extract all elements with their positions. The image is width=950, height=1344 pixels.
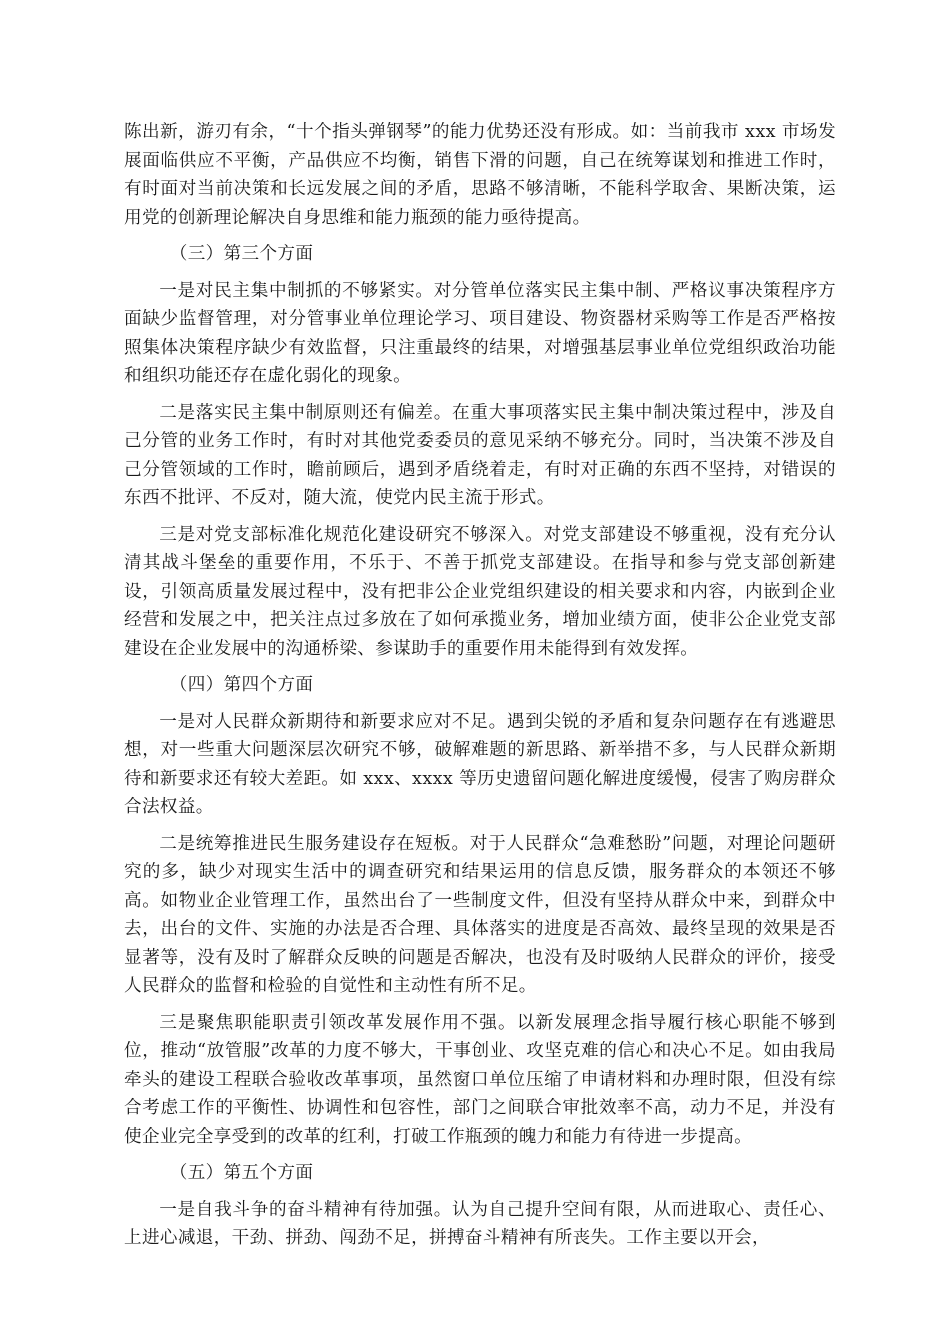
section-heading-4: （四）第四个方面	[169, 675, 314, 695]
section-3-paragraph-2: 二是落实民主集中制原则还有偏差。在重大事项落实民主集中制决策过程中，涉及自己分管的业务工作时，有时对其他党委委员的意见采纳不够充分。同时，当决策不涉及自己分管领域的工作时，瞻前顾后，遇到矛盾绕着走，有时对正确的东西不坚持，对错误的东西不批评、不反对，随大流，使党内民主流于形式。	[124, 402, 836, 508]
continuation-paragraph: 陈出新，游刃有余，“十个指头弹钢琴”的能力优势还没有形成。如：当前我市 xxx 市场发展面临供应不平衡，产品供应不均衡，销售下滑的问题，自己在统筹谋划和推进工作时，有时面对当前决策和长远发展之间的矛盾，思路不够清晰，不能科学取舍、果断决策，运用党的创新理论解决自身思维和能力瓶颈的能力亟待提高。	[124, 122, 836, 228]
section-4-paragraph-3: 三是聚焦职能职责引领改革发展作用不强。以新发展理念指导履行核心职能不够到位，推动“放管服”改革的力度不够大，干事创业、攻坚克难的信心和决心不足。如由我局牵头的建设工程联合验收改革事项，虽然窗口单位压缩了申请材料和办理时限，但没有综合考虑工作的平衡性、协调性和包容性，部门之间联合审批效率不高，动力不足，并没有使企业完全享受到的改革的红利，打破工作瓶颈的魄力和能力有待进一步提高。	[124, 1012, 836, 1147]
section-5-paragraph-1: 一是自我斗争的奋斗精神有待加强。认为自己提升空间有限，从而进取心、责任心、上进心减退，干劲、拼劲、闯劲不足，拼搏奋斗精神有所丧失。工作主要以开会，	[124, 1199, 836, 1248]
section-4-paragraph-2: 二是统筹推进民生服务建设存在短板。对于人民群众“急难愁盼”问题，对理论问题研究的多，缺少对现实生活中的调查研究和结果运用的信息反馈，服务群众的本领还不够高。如物业企业管理工作，虽然出台了一些制度文件，但没有坚持从群众中来，到群众中去，出台的文件、实施的办法是否合理、具体落实的进度是否高效、最终呈现的效果是否显著等，没有及时了解群众反映的问题是否解决，也没有及时吸纳人民群众的评价，接受人民群众的监督和检验的自觉性和主动性有所不足。	[124, 833, 836, 996]
section-heading-5: （五）第五个方面	[169, 1163, 314, 1183]
section-4-paragraph-1: 一是对人民群众新期待和新要求应对不足。遇到尖锐的矛盾和复杂问题存在有逃避思想，对一些重大问题深层次研究不够，破解难题的新思路、新举措不多，与人民群众新期待和新要求还有较大差距。如 xxx、xxxx 等历史遗留问题化解进度缓慢，侵害了购房群众合法权益。	[124, 711, 836, 817]
section-3-paragraph-1: 一是对民主集中制抓的不够紧实。对分管单位落实民主集中制、严格议事决策程序方面缺少监督管理，对分管事业单位理论学习、项目建设、物资器材采购等工作是否严格按照集体决策程序缺少有效监督，只注重最终的结果，对增强基层事业单位党组织政治功能和组织功能还存在虚化弱化的现象。	[124, 280, 836, 386]
section-heading-3: （三）第三个方面	[169, 244, 314, 264]
section-3-paragraph-3: 三是对党支部标准化规范化建设研究不够深入。对党支部建设不够重视，没有充分认清其战斗堡垒的重要作用，不乐于、不善于抓党支部建设。在指导和参与党支部创新建设，引领高质量发展过程中，没有把非公企业党组织建设的相关要求和内容，内嵌到企业经营和发展之中，把关注点过多放在了如何承揽业务，增加业绩方面，使非公企业党支部建设在企业发展中的沟通桥梁、参谋助手的重要作用未能得到有效发挥。	[124, 524, 836, 659]
document-body	[124, 118, 836, 1261]
